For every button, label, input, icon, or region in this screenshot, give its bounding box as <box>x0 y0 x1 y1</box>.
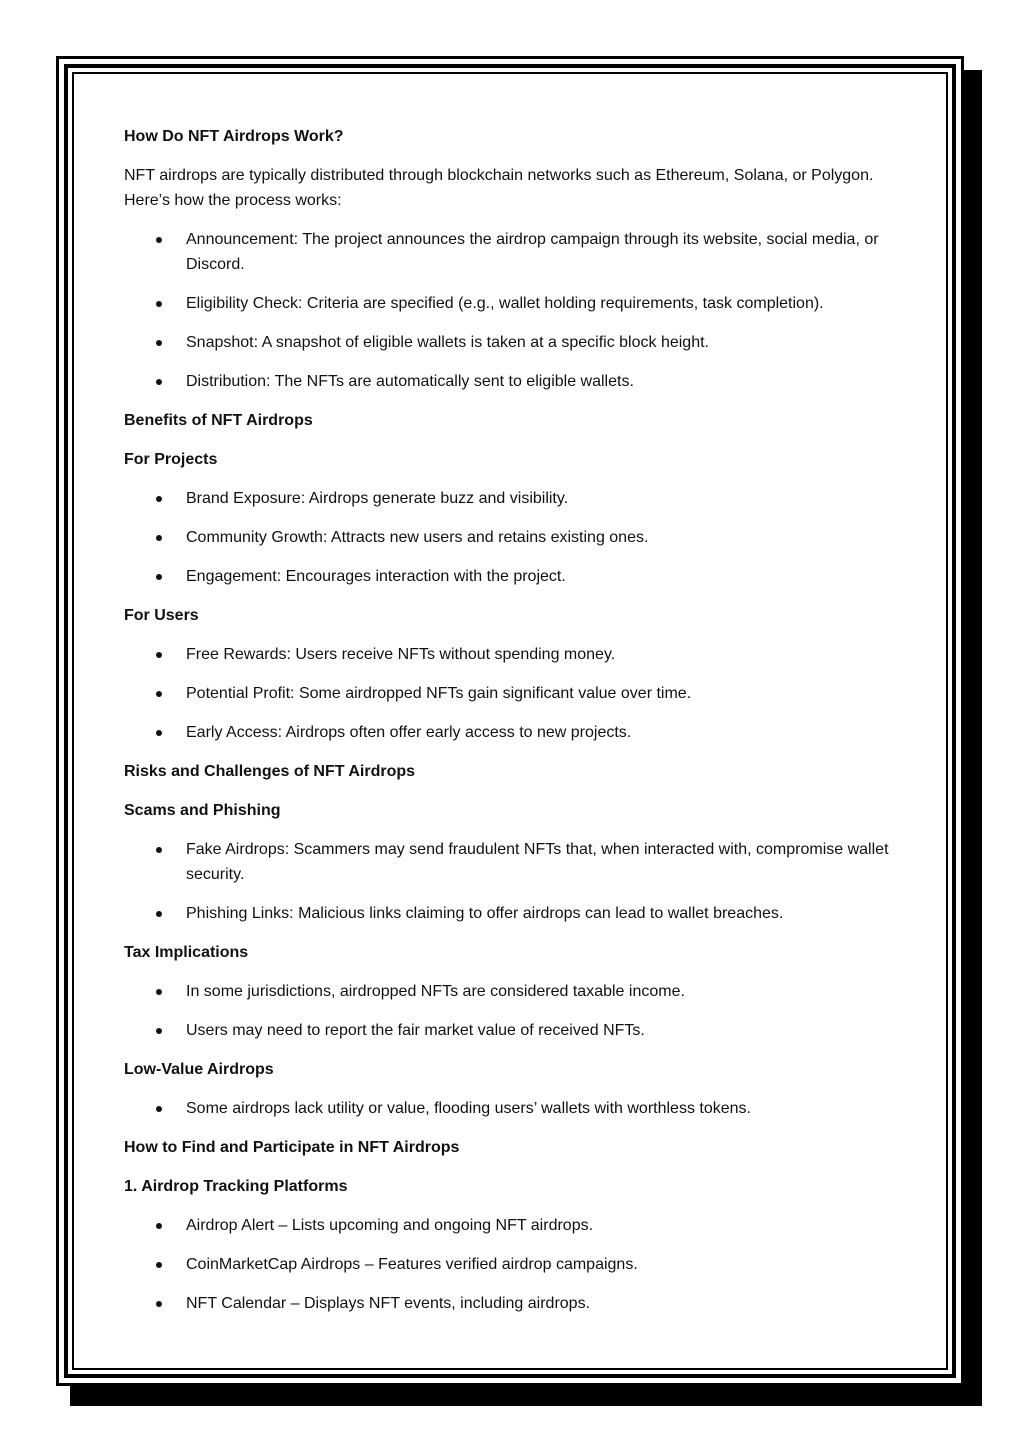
list-item <box>124 525 904 550</box>
bullet-icon <box>156 237 162 243</box>
list-item-text: Potential Profit: Some airdropped NFTs gain significant value over time. <box>186 685 692 702</box>
list-item-text: Snapshot: A snapshot of eligible wallets is taken at a specific block height. <box>186 334 709 351</box>
list-item <box>124 642 904 667</box>
bullet-icon <box>156 989 162 995</box>
list-item <box>124 1213 904 1238</box>
bullet-icon <box>156 691 162 697</box>
list-item <box>124 1018 904 1043</box>
list-item-text: Eligibility Check: Criteria are specified (e.g., wallet holding requirements, task completion). <box>186 295 824 312</box>
bullet-icon <box>156 1301 162 1307</box>
list-item-text: Airdrop Alert – Lists upcoming and ongoing NFT airdrops. <box>186 1217 594 1234</box>
section-heading: For Users <box>124 607 199 624</box>
list-item-text: In some jurisdictions, airdropped NFTs are considered taxable income. <box>186 983 685 1000</box>
list-item-text: Distribution: The NFTs are automatically sent to eligible wallets. <box>186 373 634 390</box>
section-heading: How Do NFT Airdrops Work? <box>124 128 344 145</box>
list-item <box>124 1291 904 1316</box>
list-item-text: Users may need to report the fair market value of received NFTs. <box>186 1022 645 1039</box>
bullet-list <box>124 1096 904 1121</box>
section-heading: Tax Implications <box>124 944 249 961</box>
list-item <box>124 369 904 394</box>
bullet-icon <box>156 652 162 658</box>
section-heading: Benefits of NFT Airdrops <box>124 412 313 429</box>
bullet-icon <box>156 340 162 346</box>
list-item <box>124 979 904 1004</box>
document-body <box>124 124 904 1330</box>
bullet-icon <box>156 1106 162 1112</box>
list-item <box>124 486 904 511</box>
list-item-text: Engagement: Encourages interaction with the project. <box>186 568 566 585</box>
bullet-icon <box>156 301 162 307</box>
bullet-list <box>124 642 904 745</box>
list-item <box>124 681 904 706</box>
list-item <box>124 564 904 589</box>
list-item-text: CoinMarketCap Airdrops – Features verified airdrop campaigns. <box>186 1256 638 1273</box>
bullet-icon <box>156 535 162 541</box>
bullet-icon <box>156 1262 162 1268</box>
list-item <box>124 291 904 316</box>
list-item-text: Announcement: The project announces the airdrop campaign through its website, social media, or Discord. <box>186 231 879 273</box>
bullet-icon <box>156 1028 162 1034</box>
bullet-icon <box>156 574 162 580</box>
list-item-text: Some airdrops lack utility or value, flooding users’ wallets with worthless tokens. <box>186 1100 751 1117</box>
bullet-list <box>124 227 904 394</box>
list-item <box>124 720 904 745</box>
section-heading: 1. Airdrop Tracking Platforms <box>124 1178 348 1195</box>
list-item <box>124 1252 904 1277</box>
list-item-text: NFT Calendar – Displays NFT events, including airdrops. <box>186 1295 591 1312</box>
list-item <box>124 837 904 887</box>
bullet-icon <box>156 911 162 917</box>
list-item <box>124 1096 904 1121</box>
list-item-text: Phishing Links: Malicious links claiming to offer airdrops can lead to wallet breaches. <box>186 905 784 922</box>
list-item-text: Fake Airdrops: Scammers may send fraudulent NFTs that, when interacted with, compromise wallet security. <box>186 841 889 883</box>
section-heading: Risks and Challenges of NFT Airdrops <box>124 763 416 780</box>
list-item <box>124 330 904 355</box>
section-heading: For Projects <box>124 451 218 468</box>
bullet-list <box>124 979 904 1043</box>
list-item-text: Community Growth: Attracts new users and retains existing ones. <box>186 529 649 546</box>
section-heading: Scams and Phishing <box>124 802 281 819</box>
list-item-text: Early Access: Airdrops often offer early access to new projects. <box>186 724 632 741</box>
list-item <box>124 227 904 277</box>
bullet-icon <box>156 730 162 736</box>
bullet-icon <box>156 496 162 502</box>
list-item-text: Free Rewards: Users receive NFTs without spending money. <box>186 646 616 663</box>
bullet-icon <box>156 379 162 385</box>
list-item-text: Brand Exposure: Airdrops generate buzz and visibility. <box>186 490 569 507</box>
bullet-list <box>124 486 904 589</box>
section-heading: Low-Value Airdrops <box>124 1061 274 1078</box>
bullet-icon <box>156 1223 162 1229</box>
paragraph: NFT airdrops are typically distributed through blockchain networks such as Ethereum, Solana, or Polygon. Here’s how the process works: <box>124 167 874 209</box>
bullet-list <box>124 837 904 926</box>
list-item <box>124 901 904 926</box>
section-heading: How to Find and Participate in NFT Airdrops <box>124 1139 460 1156</box>
bullet-icon <box>156 847 162 853</box>
bullet-list <box>124 1213 904 1316</box>
